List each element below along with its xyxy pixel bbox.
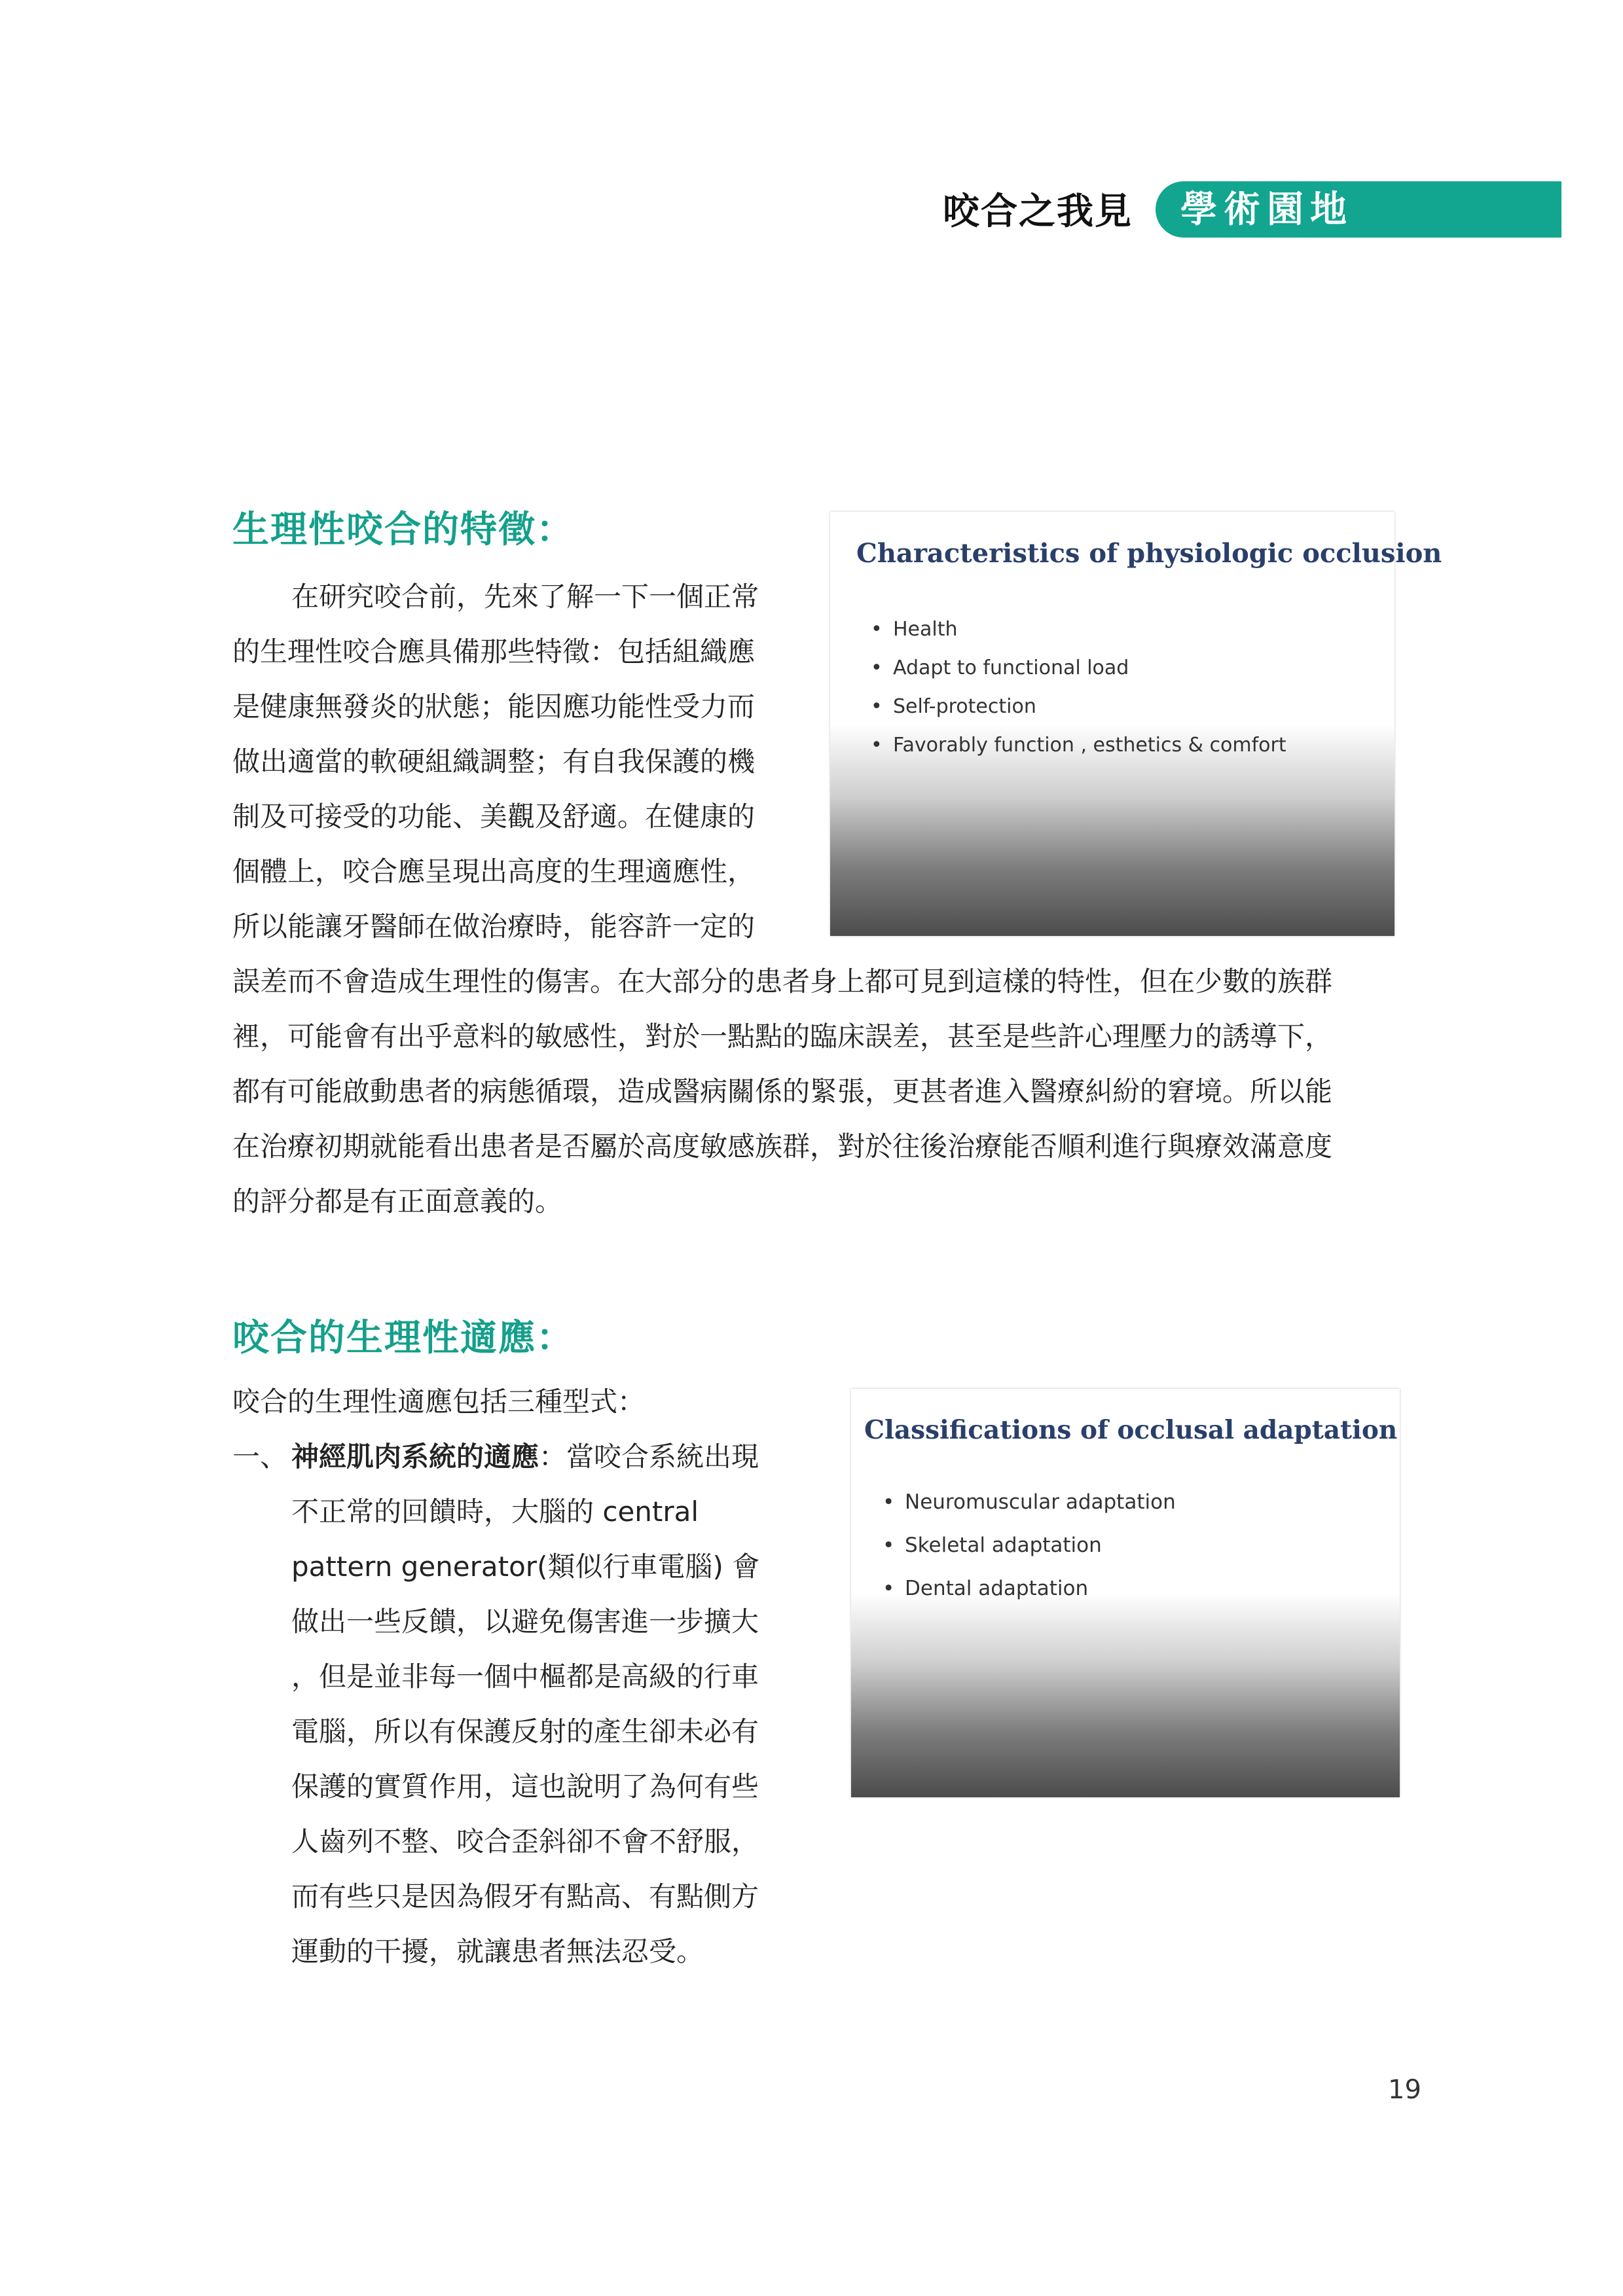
paragraph-line: 的評分都是有正面意義的。 [232,1185,563,1217]
list-item-line: 而有些只是因為假牙有點高、有點側方 [291,1880,759,1912]
slide-bullet: • Self-protection [871,687,1286,726]
page-number: 19 [1388,2075,1421,2105]
slide-bullet: • Health [871,610,1286,649]
paragraph-line: 的生理性咬合應具備那些特徵：包括組織應 [232,636,756,668]
list-item-line: 人齒列不整、咬合歪斜卻不會不舒服， [291,1825,759,1857]
paragraph-line: 咬合的生理性適應包括三種型式： [232,1386,646,1418]
slide-bullet: • Neuromuscular adaptation [883,1480,1176,1524]
section-badge-label: 學術園地 [1180,188,1353,231]
paragraph-line: 誤差而不會造成生理性的傷害。在大部分的患者身上都可見到這樣的特性，但在少數的族群 [232,965,1333,997]
slide-bullet-list [883,1480,1176,1610]
bullet-dot-icon: • [871,695,883,718]
paragraph-line: 所以能讓牙醫師在做治療時，能容許一定的 [232,910,756,942]
slide-title: Classifications of occlusal adaptation [864,1415,1398,1445]
list-item-title: 神經肌肉系統的適應 [291,1441,539,1473]
list-item-line: pattern generator(類似行車電腦) 會 [291,1551,760,1583]
paragraph-line: 在研究咬合前，先來了解一下一個正常 [291,581,759,613]
list-item-line: 電腦，所以有保護反射的產生卻未必有 [291,1715,759,1748]
list-item-first-line [291,1436,759,1478]
paragraph-line: 是健康無發炎的狀態；能因應功能性受力而 [232,691,756,723]
bullet-dot-icon: • [883,1577,895,1600]
list-item-text: ：當咬合系統出現 [539,1441,759,1473]
bullet-dot-icon: • [871,618,883,641]
list-item-line: 做出一些反饋，以避免傷害進一步擴大 [291,1605,759,1638]
running-header-title: 咬合之我見 [943,190,1133,233]
paragraph-line: 制及可接受的功能、美觀及舒適。在健康的 [232,800,756,833]
list-item-line: ，但是並非每一個中樞都是高級的行車 [291,1660,759,1693]
list-item-line: 運動的干擾，就讓患者無法忍受。 [291,1935,704,1967]
paragraph-line: 都有可能啟動患者的病態循環，造成醫病關係的緊張，更甚者進入醫療糾紛的窘境。所以能 [232,1075,1333,1107]
paragraph-line: 裡，可能會有出乎意料的敏感性，對於一點點的臨床誤差，甚至是些許心理壓力的誘導下， [232,1020,1333,1052]
slide-bullet: • Adapt to functional load [871,649,1286,687]
section-heading-physiologic-occlusion: 生理性咬合的特徵： [232,509,574,551]
list-item-line: 不正常的回饋時，大腦的 central [291,1496,699,1528]
slide-bullet: • Favorably function , esthetics & comfort [871,726,1286,764]
bullet-dot-icon: • [871,656,883,679]
slide-bullet: • Skeletal adaptation [883,1524,1176,1567]
list-item-line: 保護的實質作用，這也說明了為何有些 [291,1770,759,1803]
paragraph-line: 做出適當的軟硬組織調整；有自我保護的機 [232,745,756,778]
list-marker: 一、 [232,1441,288,1473]
slide-bullet-list [871,610,1286,764]
bullet-dot-icon: • [883,1534,895,1557]
section-badge [1156,181,1561,238]
paragraph-line: 在治療初期就能看出患者是否屬於高度敏感族群，對於往後治療能否順利進行與療效滿意度 [232,1130,1333,1162]
slide-title: Characteristics of physiologic occlusion [856,538,1442,569]
bullet-dot-icon: • [871,734,883,757]
paragraph-line: 個體上，咬合應呈現出高度的生理適應性， [232,855,756,888]
bullet-dot-icon: • [883,1490,895,1514]
section-heading-physiologic-adaptation: 咬合的生理性適應： [232,1317,574,1359]
slide-bullet: • Dental adaptation [883,1567,1176,1610]
slide-physiologic-occlusion [830,512,1442,936]
slide-occlusal-adaptation [851,1389,1400,1797]
